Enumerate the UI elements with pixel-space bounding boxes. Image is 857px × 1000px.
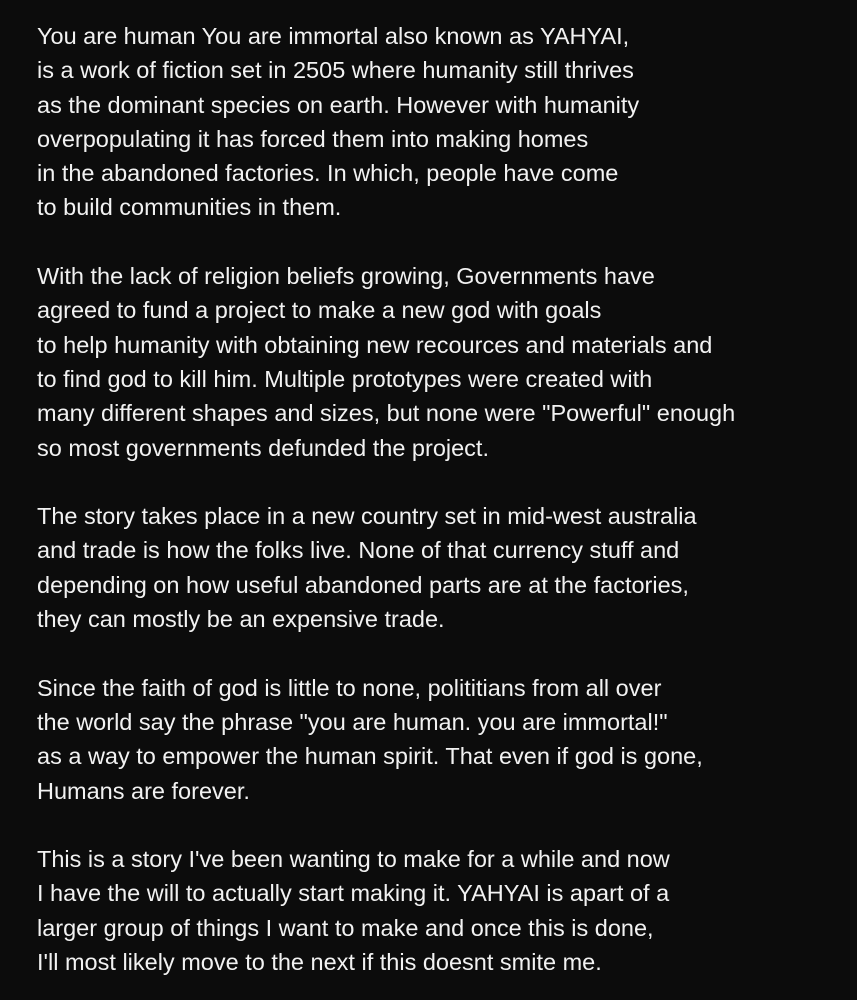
text-line: so most governments defunded the project. [37,434,489,461]
text-line: is a work of fiction set in 2505 where humanity still thrives [37,57,634,84]
phrase-paragraph [37,671,857,808]
text-line: This is a story I've been wanting to make for a while and now [37,846,670,873]
setting-paragraph [37,499,857,636]
text-line: Since the faith of god is little to none, polititians from all over [37,674,662,701]
text-line: as a way to empower the human spirit. That even if god is gone, [37,743,703,770]
text-line: agreed to fund a project to make a new god with goals [37,297,602,324]
text-line: With the lack of religion beliefs growing, Governments have [37,263,655,290]
project-paragraph [37,259,857,465]
author-note-paragraph [37,842,857,979]
text-line: You are human You are immortal also known as YAHYAI, [37,23,630,49]
text-line: Humans are forever. [37,777,250,804]
text-line: The story takes place in a new country set in mid-west australia [37,503,697,530]
text-line: to build communities in them. [37,194,342,221]
text-line: in the abandoned factories. In which, people have come [37,160,619,187]
intro-paragraph [37,19,857,225]
text-line: I have the will to actually start making it. YAHYAI is apart of a [37,880,670,907]
text-line: I'll most likely move to the next if this doesnt smite me. [37,949,602,976]
text-line: as the dominant species on earth. However with humanity [37,91,640,118]
text-line: to find god to kill him. Multiple prototypes were created with [37,365,653,392]
text-line: to help humanity with obtaining new recources and materials and [37,331,713,358]
text-line: larger group of things I want to make and once this is done, [37,914,654,941]
text-line: depending on how useful abandoned parts are at the factories, [37,571,689,598]
text-line: they can mostly be an expensive trade. [37,606,445,633]
text-line: and trade is how the folks live. None of that currency stuff and [37,537,680,564]
text-line: the world say the phrase "you are human. you are immortal!" [37,708,668,735]
text-line: overpopulating it has forced them into making homes [37,125,589,152]
text-line: many different shapes and sizes, but none were "Powerful" enough [37,400,736,427]
